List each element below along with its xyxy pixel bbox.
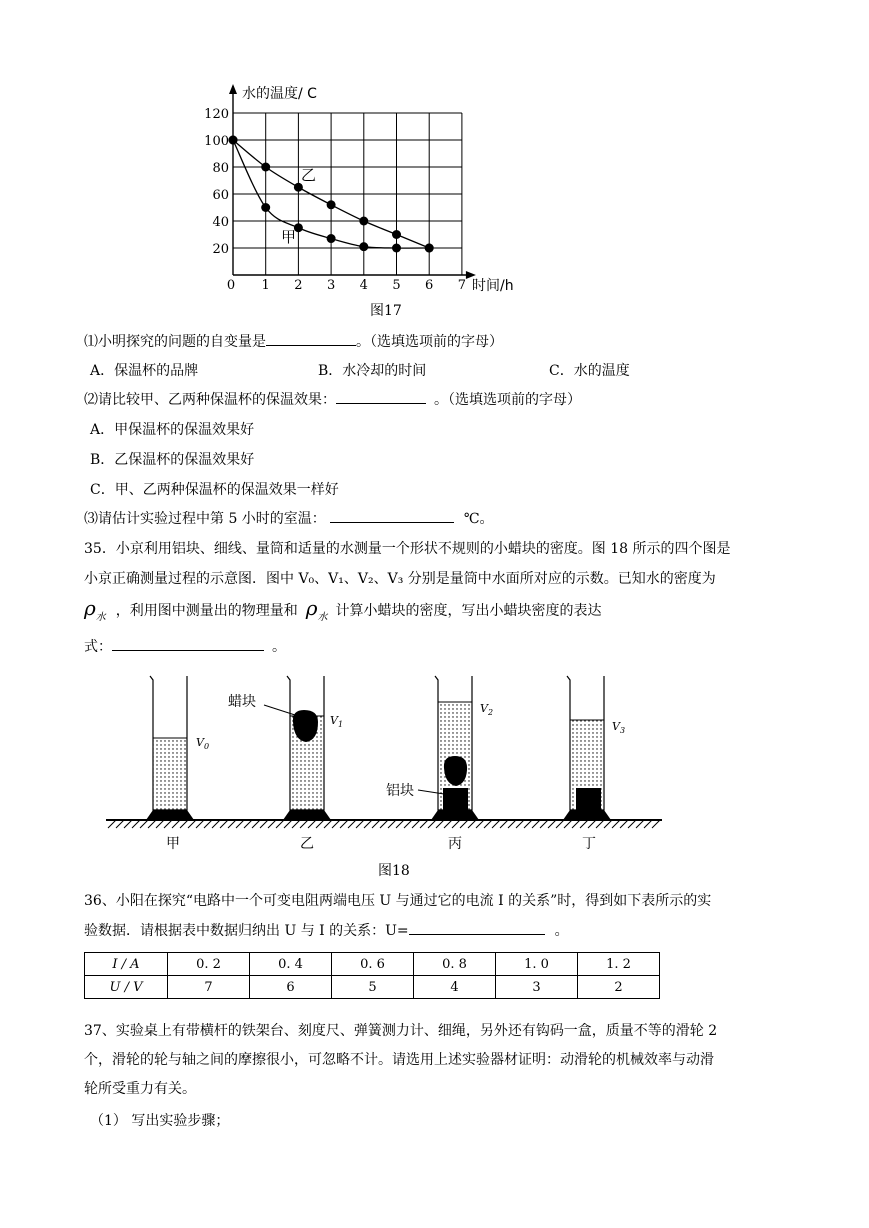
q34-p2-text: ⑵请比较甲、乙两种保温杯的保温效果：: [84, 392, 336, 408]
cyl-label-jia: 甲: [166, 836, 180, 852]
q36-line2: [84, 920, 569, 940]
q35-l3a: ，利用图中测量出的物理量和: [115, 603, 298, 619]
q35-line2: 小京正确测量过程的示意图．图中 V₀、V₁、V₂、V₃ 分别是量筒中水面所对应的示数。已知水的密度为: [84, 571, 716, 587]
q34-p1-opt-b: B．水冷却的时间: [318, 363, 427, 379]
cylinder-jia: [146, 676, 194, 820]
cylinder-ding: [563, 676, 611, 820]
q37-line4: （1） 写出实验步骤；: [90, 1113, 230, 1129]
table-cell: 0. 6: [332, 953, 414, 976]
x-axis-label: 时间/h: [472, 278, 514, 294]
q36-l2: 验数据．请根据表中数据归纳出 U 与 I 的关系：U=: [84, 923, 409, 939]
table-row: [85, 976, 660, 999]
fig18-caption: 图18: [378, 863, 410, 879]
y-tick-label: 40: [212, 215, 229, 230]
q35-line1: 35．小京利用铝块、细线、量筒和适量的水测量一个形状不规则的小蜡块的密度。图 18 所示的四个图是: [84, 541, 731, 557]
table-cell: 6: [250, 976, 332, 999]
q34-p1-opt-a: A．保温杯的品牌: [90, 363, 199, 379]
cylinder-yi: [283, 676, 331, 820]
series-label-jia: 甲: [281, 228, 297, 246]
x-tick-label: 1: [261, 278, 270, 293]
y-tick-label: 80: [212, 161, 229, 176]
v0-label: $V_0$: [196, 736, 210, 751]
y-tick-label: 120: [204, 107, 229, 122]
data-point-yi: [327, 200, 336, 209]
row-header-i: I / A: [85, 953, 168, 976]
data-point-yi: [425, 244, 434, 253]
fig18-diagram: [100, 660, 670, 860]
table-cell: 0. 8: [414, 953, 496, 976]
q37-line1: 37、实验桌上有带横杆的铁架台、刻度尺、弹簧测力计、细绳，另外还有钩码一盒，质量不等的滑轮 2: [84, 1023, 718, 1039]
x-tick-label: 7: [457, 278, 467, 293]
table-cell: 0. 4: [250, 953, 332, 976]
q36-answer-blank[interactable]: [409, 933, 545, 935]
q34-p2-opt-c: C．甲、乙两种保温杯的保温效果一样好: [90, 482, 339, 498]
v2-label: $V_2$: [480, 702, 494, 717]
x-tick-label: 2: [294, 278, 303, 293]
data-point-yi: [392, 230, 401, 239]
q34-p2-tail: 。（选填选项前的字母）: [434, 392, 581, 408]
y-tick-label: 100: [204, 134, 229, 149]
aluminum-block-ding: [576, 788, 601, 810]
q34-p2-opt-a: A．甲保温杯的保温效果好: [90, 422, 255, 438]
x-tick-label: 3: [326, 278, 336, 293]
q34-part3: [84, 508, 493, 528]
series-label-yi: 乙: [301, 166, 317, 184]
q37-line2: 个，滑轮的轮与轴之间的摩擦很小，可忽略不计。请选用上述实验器材证明：动滑轮的机械效率与动滑: [84, 1052, 714, 1068]
cyl-label-ding: 丁: [582, 836, 596, 852]
data-point-yi: [261, 163, 270, 172]
q34-p3-blank[interactable]: [330, 521, 454, 523]
x-tick-label: 4: [359, 278, 368, 293]
table-cell: 3: [496, 976, 578, 999]
y-tick-label: 60: [212, 188, 229, 203]
table-cell: 7: [168, 976, 250, 999]
cyl-label-bing: 丙: [448, 836, 462, 852]
y-axis-label: 水的温度/ C: [242, 86, 317, 102]
data-point-yi: [294, 183, 303, 192]
ground-hatch: [108, 820, 660, 828]
table-cell: 2: [578, 976, 660, 999]
table-row: [85, 953, 660, 976]
table-cell: 5: [332, 976, 414, 999]
x-tick-label: 6: [425, 278, 434, 293]
al-label: 铝块: [386, 783, 414, 799]
y-axis-arrow: [229, 84, 237, 94]
x-tick-label: 5: [392, 278, 401, 293]
data-point-yi: [229, 136, 238, 145]
data-point-jia: [261, 203, 270, 212]
q35-answer-blank[interactable]: [112, 649, 264, 651]
q34-p1-blank[interactable]: [266, 344, 356, 346]
table-cell: 1. 2: [578, 953, 660, 976]
q34-part1: [84, 331, 503, 351]
row-header-u: U / V: [85, 976, 168, 999]
q34-p1-tail: 。（选填选项前的字母）: [356, 334, 503, 350]
table-cell: 1. 0: [496, 953, 578, 976]
chart-tick-labels: [204, 107, 466, 293]
table-cell: 4: [414, 976, 496, 999]
q34-p1-opt-c: C．水的温度: [549, 363, 630, 379]
table-cell: 0. 2: [168, 953, 250, 976]
q34-p1-text: ⑴小明探究的问题的自变量是: [84, 334, 266, 350]
q37-line3: 轮所受重力有关。: [84, 1081, 196, 1097]
aluminum-block: [443, 788, 468, 810]
v3-label: $V_3$: [612, 720, 626, 735]
data-table: [84, 952, 660, 999]
x-tick-label: 0: [226, 278, 236, 293]
q35-line4: [84, 636, 286, 656]
q36-l2-tail: 。: [554, 923, 569, 939]
q34-p2-opt-b: B．乙保温杯的保温效果好: [90, 452, 255, 468]
q34-p3-text: ⑶请估计实验过程中第 5 小时的室温：: [84, 511, 326, 527]
q35-l4: 式：: [84, 639, 112, 655]
cylinder-bing: [431, 676, 479, 820]
data-point-jia: [327, 234, 336, 243]
q34-p2-blank[interactable]: [336, 402, 426, 404]
data-point-jia: [392, 244, 401, 253]
fig17-chart: [200, 78, 540, 303]
data-point-jia: [359, 242, 368, 251]
v1-label: $V_1$: [330, 714, 344, 729]
q34-part2: [84, 389, 581, 409]
wax-label: 蜡块: [228, 694, 256, 710]
q35-l3b: 计算小蜡块的密度，写出小蜡块密度的表达: [335, 603, 602, 619]
q35-l4-tail: 。: [272, 639, 286, 655]
rho-water-2: $\rho_水$: [305, 596, 328, 623]
q34-p3-tail: ℃。: [463, 511, 494, 527]
q36-line1: 36、小阳在探究“电路中一个可变电阻两端电压 U 与通过它的电流 I 的关系”时，得到如下表所示的实: [84, 893, 712, 909]
rho-water-1: $\rho_水$: [84, 596, 106, 623]
cyl-label-yi: 乙: [300, 836, 314, 852]
fig17-caption: 图17: [370, 303, 402, 319]
q35-line3: [84, 596, 602, 623]
data-point-yi: [359, 217, 368, 226]
y-tick-label: 20: [212, 242, 229, 257]
